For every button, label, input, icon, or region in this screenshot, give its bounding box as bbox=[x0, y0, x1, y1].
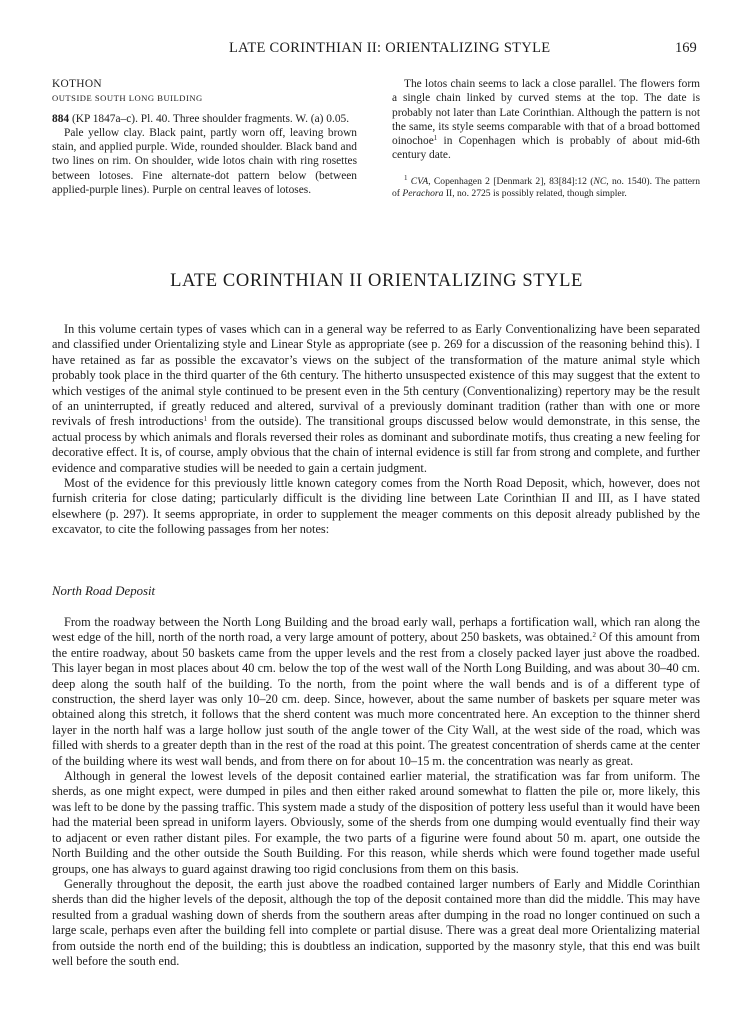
deposit-note-reference: 2 bbox=[592, 631, 596, 640]
intro-paragraph-2: Most of the evidence for this previously little known category comes from the North Road Deposit, which, however, does not furnish criteria for close dating; particularly difficult is the dividing line between Late Corinthian II and III, as I have stated elsewhere (p. 297). It seems appropriate, in order to supplement the meager comments on this deposit already published by the excavator, to cite the following passages from her notes: bbox=[52, 476, 700, 537]
running-title: LATE CORINTHIAN II: ORIENTALIZING STYLE bbox=[229, 40, 551, 56]
catalogue-number: 884 bbox=[52, 112, 70, 125]
commentary-text: The lotos chain seems to lack a close parallel. The flowers form a single chain linked by curved stems at the top. The date is probably not later than Late Corinthian. Although the pattern is not the same, its style seems comparable with that of a broad bottomed oinochoe bbox=[392, 78, 700, 148]
catalogue-subheading: OUTSIDE SOUTH LONG BUILDING bbox=[52, 93, 203, 104]
footnote-perachora: Perachora bbox=[402, 188, 444, 200]
deposit-text bbox=[52, 615, 700, 969]
intro-p1-text: In this volume certain types of vases which can in a general way be referred to as Early Conventionalizing have been separated and classified under Orientalizing style and Linear Style as appropriate (see p. 269 for a discussion of the reasoning behind this). I have retained as far as possible the excavator’s views on the subject of the transformation of the mature animal style which probably took place in the third quarter of the 6th century. The hitherto unsuspected existence of this may suggest that the extent to which vestiges of the animal style continued to be present even in the 5th century (Conventionalizing) repertory may be the result of an uninterrupted, if greatly reduced and altered, survival of a previously dominant tradition (rather than with one or more revivals of fresh introductions bbox=[52, 322, 700, 429]
catalogue-reference: (KP 1847a–c). Pl. 40. Three shoulder fragments. W. (a) 0.05. bbox=[69, 112, 350, 125]
deposit-paragraph-1 bbox=[52, 615, 700, 769]
intro-note-reference: 1 bbox=[203, 415, 208, 424]
deposit-heading: North Road Deposit bbox=[52, 584, 156, 598]
footnote-text-2: , no. 1540). The pattern of bbox=[392, 175, 700, 200]
catalogue-entry-line bbox=[52, 112, 357, 126]
catalogue-heading: KOTHON bbox=[52, 78, 102, 90]
intro-text bbox=[52, 322, 700, 538]
deposit-paragraph-2: Although in general the lowest levels of the deposit contained earlier material, the stratification was far from uniform. The sherds, as one might expect, were dumped in piles and then either raked around somewhat to flatten the pile or, more likely, this was left to be done by the passing traffic. This system made a study of the disposition of pottery less useful than it would have been had the material been spread in uniform layers. Obviously, some of the sherds from one dumping would eventually find their way to adjacent or even rather distant piles. For example, the two parts of a figurine were found about 50 m. apart, one outside the North Building and the other outside the South Building. For this reason, while sherds which were found together made useful groups, one has always to guard against drawing too rigid conclusions from them on this basis. bbox=[52, 769, 700, 876]
catalogue-description: Pale yellow clay. Black paint, partly worn off, leaving brown stain, and applied purple. Wide, rounded shoulder. Black band and two lines on rim. On shoulder, wide lotos chain with ring rosettes between lotoses. Fine alternate-dot pattern below (between applied-purple lines). Purple on central leaves of lotoses. bbox=[52, 126, 357, 197]
commentary-column bbox=[392, 77, 700, 201]
footnote-text-1: , Copenhagen 2 [Denmark 2], 83[84]:12 ( bbox=[428, 175, 594, 187]
catalogue-entry bbox=[52, 77, 357, 197]
page-number: 169 bbox=[675, 40, 697, 56]
deposit-p1-text: From the roadway between the North Long Building and the broad early wall, perhaps a fortification wall, which ran along the west edge of the hill, north of the north road, a very large amount of pottery, about 250 baskets, was obtained. bbox=[52, 615, 700, 645]
intro-p1-text-end: from the outside). The transitional groups discussed below would demonstrate, in this sense, the actual process by which animals and florals reversed their roles as dominant and subordinate motifs, thus creating a new feeling for decorative effect. It is, of course, amply obvious that the chain of internal evidence is still far from strong and complete, and further evidence and comparative studies will be needed to gain a certain judgment. bbox=[52, 414, 701, 475]
running-head bbox=[0, 40, 753, 60]
footnote-cva: CVA bbox=[410, 175, 429, 187]
footnote bbox=[392, 173, 700, 201]
footnote-text-3: II, no. 2725 is possibly related, though simpler. bbox=[443, 188, 627, 200]
footnote-nc: NC bbox=[593, 175, 607, 187]
commentary-paragraph bbox=[392, 77, 700, 163]
intro-paragraph-1 bbox=[52, 322, 700, 476]
note-reference: 1 bbox=[433, 134, 438, 143]
deposit-p1-text-end: Of this amount from the entire roadway, about 50 baskets came from the upper levels and the rest from a closely packed layer just above the roadbed. This layer began in most places about 40 cm. below the top of the west wall of the North Long Building, and was about 30–40 cm. deep along the south half of the building. To the north, from the point where the wall bends and is of a different type of construction, the sherd layer was only 10–20 cm. deep. Since, however, about the same number of baskets per square meter was obtained along this stretch, it follows that the sherd content was much more concentrated here. An exception to the thinner sherd layer in the north half was a large hollow just south of the angle tower of the City Wall, at the west side of the road, which was filled with sherds to a greater depth than in the rest of the road at this point. The greatest concentration of sherds came at the center of the building where its west wall bends, and from there on for about 10–15 m. the concentration was nearly as great. bbox=[52, 630, 700, 768]
commentary-text-end: in Copenhagen which is probably of about mid-6th century date. bbox=[392, 135, 700, 162]
footnote-marker: 1 bbox=[404, 173, 408, 182]
section-title: LATE CORINTHIAN II ORIENTALIZING STYLE bbox=[170, 271, 583, 291]
deposit-paragraph-3: Generally throughout the deposit, the earth just above the roadbed contained larger numbers of Early and Middle Corinthian sherds than did the higher levels of the deposit, although the top of the deposit contained more than did the middle. This may have resulted from a gradual washing down of sherds from the southern areas after dumping in the road no longer continued on such a large scale, perhaps even after the building fell into complete or partial disuse. There was a great deal more Orientalizing material from outside the north end of the building; this is doubtless an indication, supported by the masonry style, that this end was built well before the south end. bbox=[52, 876, 700, 968]
